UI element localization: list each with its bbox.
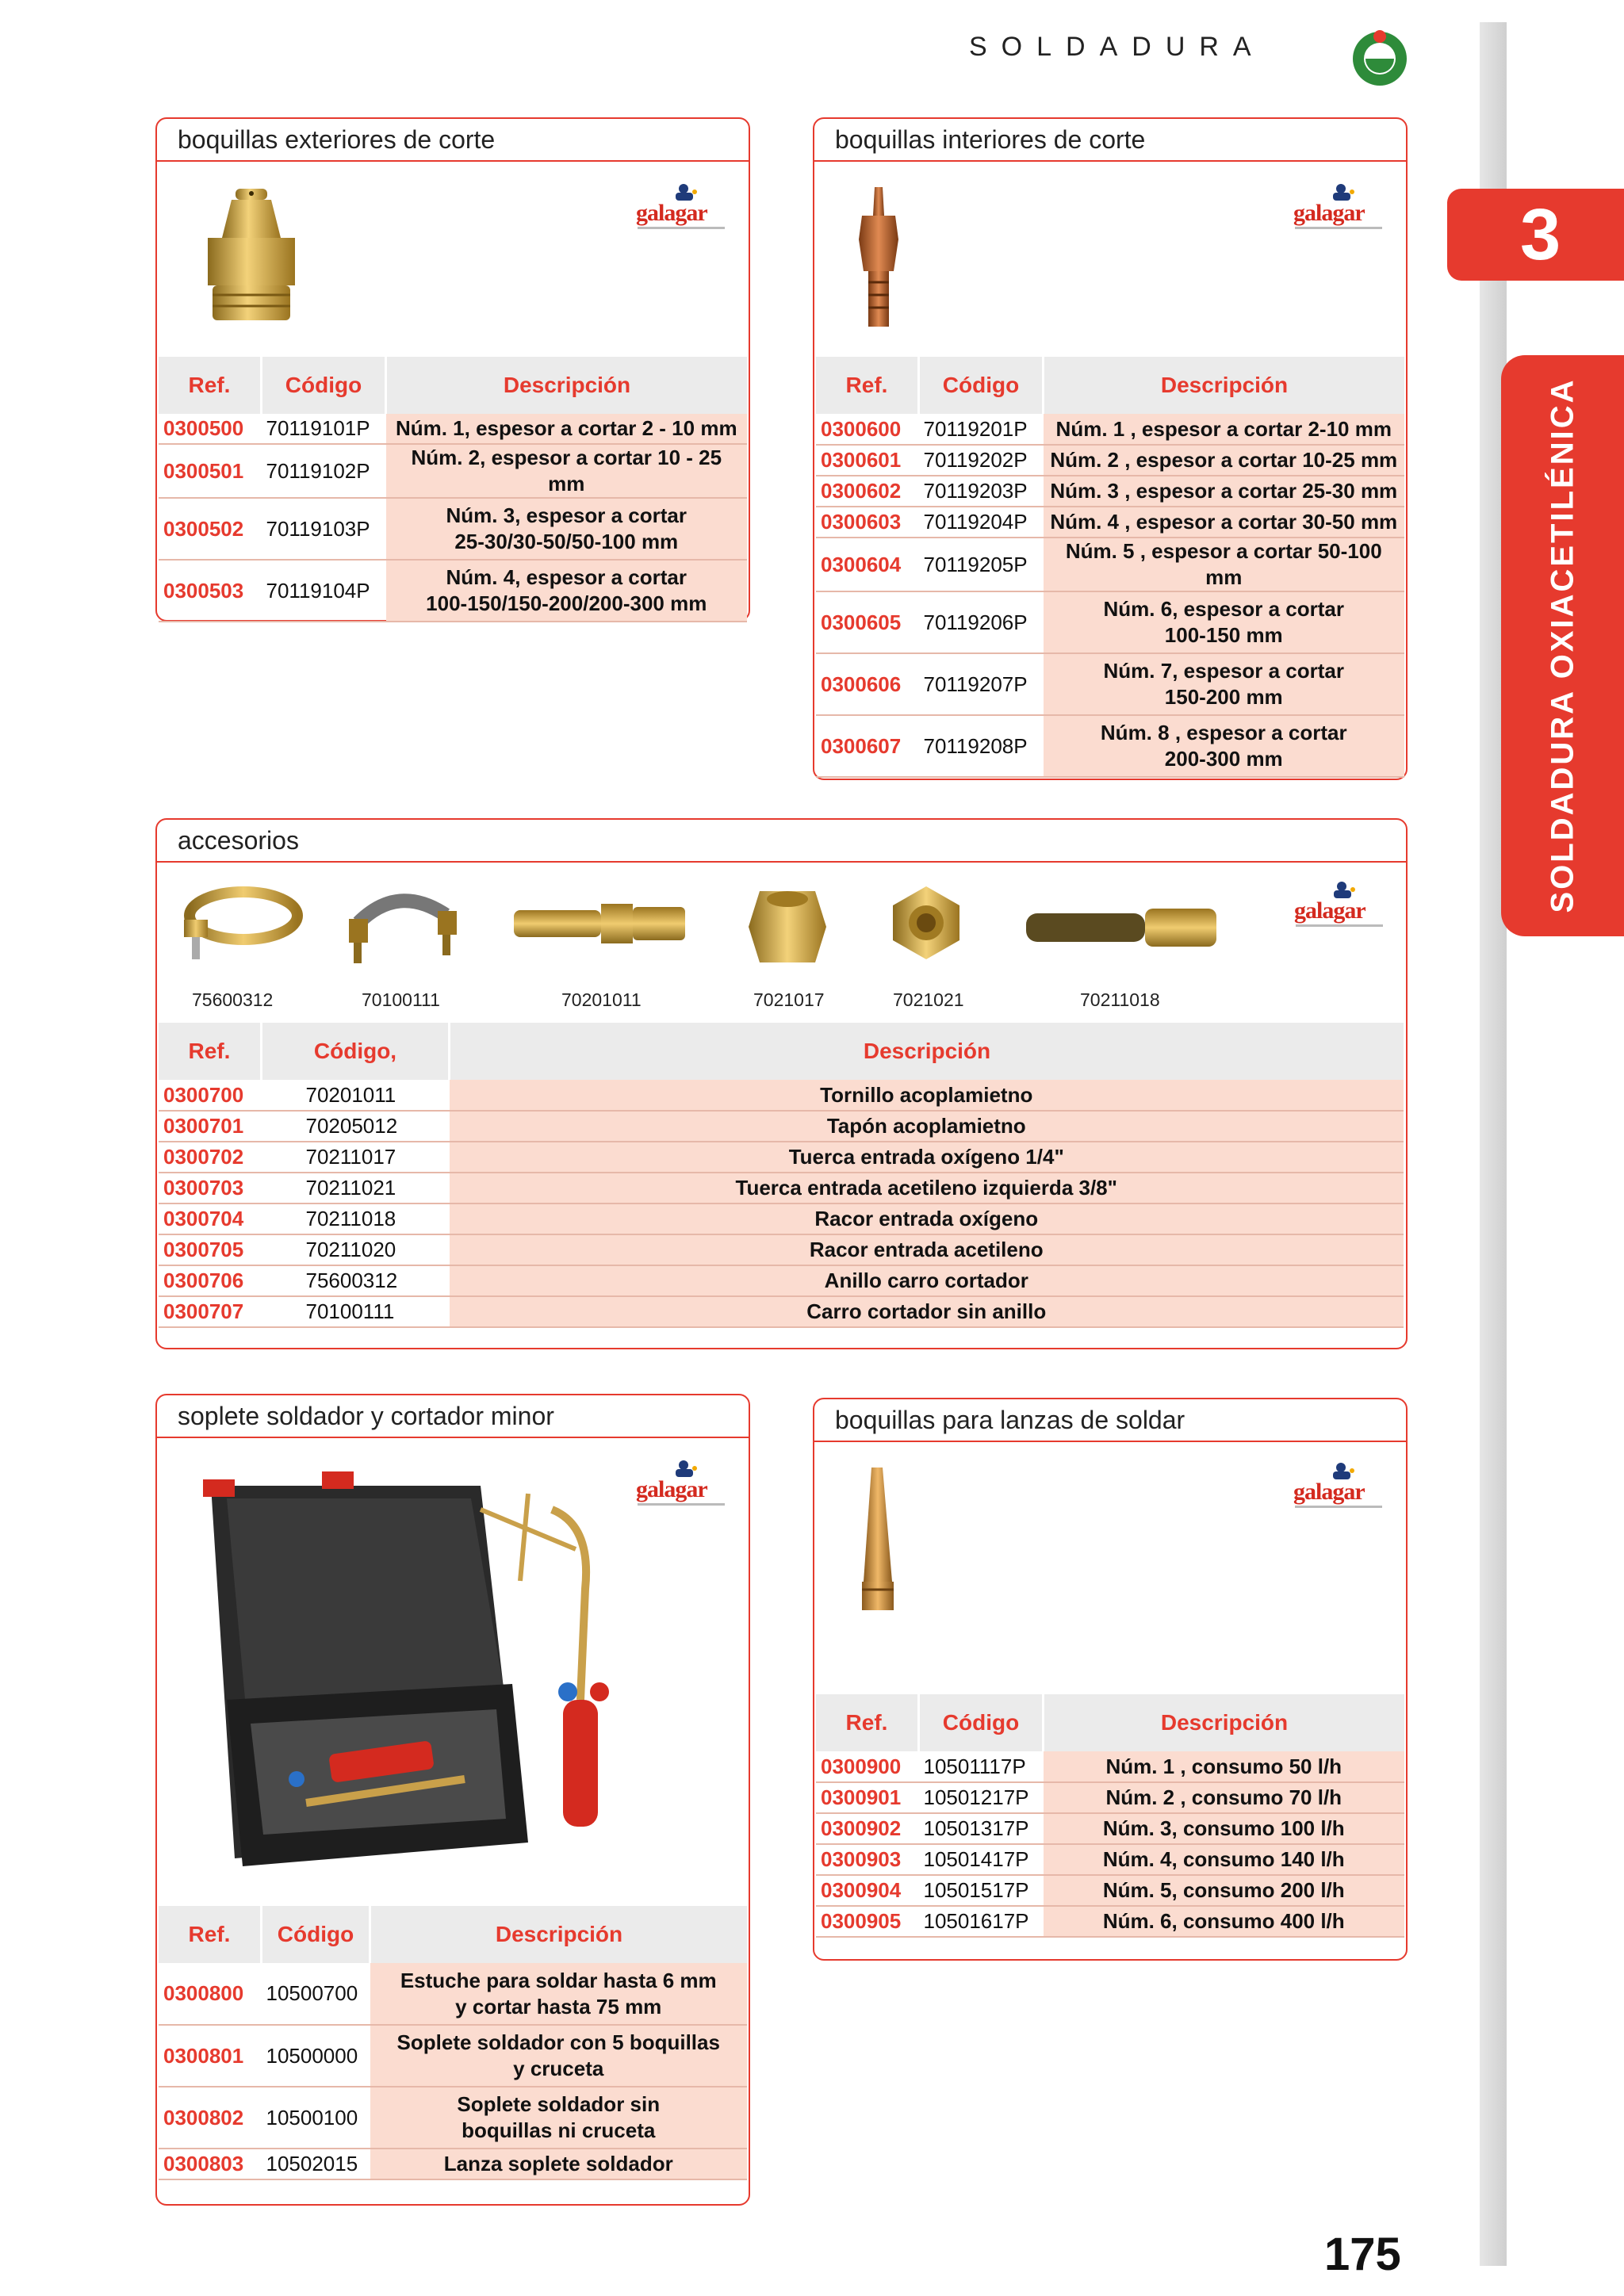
- welder-icon: [1324, 880, 1359, 899]
- ref-cell: 0300604: [816, 538, 919, 591]
- desc-cell: Núm. 2 , consumo 70 l/h: [1044, 1782, 1405, 1813]
- table-row: [816, 1875, 1404, 1906]
- desc-line-2: 25-30/30-50/50-100 mm: [454, 530, 679, 553]
- table-row: [159, 1080, 1404, 1111]
- desc-cell: Núm. 2, espesor a cortar 10 - 25 mm: [386, 444, 748, 498]
- desc-cell: Núm. 4, consumo 140 l/h: [1044, 1844, 1405, 1875]
- col-desc-header: Descripción: [386, 357, 748, 414]
- table-row: [816, 445, 1404, 476]
- ref-cell: 0300901: [816, 1782, 919, 1813]
- code-cell: 70119204P: [919, 507, 1044, 538]
- desc-line-1: Núm. 7, espesor a cortar: [1103, 659, 1344, 683]
- code-cell: 70119102P: [262, 444, 386, 498]
- accessory-nut-oxygen-image: [744, 883, 831, 970]
- ref-cell: 0300800: [159, 1963, 262, 2025]
- galagar-logo: [1290, 1461, 1393, 1517]
- code-cell: 70100111: [262, 1296, 450, 1327]
- code-cell: 70211017: [262, 1142, 450, 1173]
- desc-cell: Núm. 5 , espesor a cortar 50-100 mm: [1044, 538, 1405, 591]
- desc-line-1: Núm. 6, espesor a cortar: [1103, 597, 1344, 621]
- table-row: [159, 1963, 747, 2025]
- ref-cell: 0300703: [159, 1173, 262, 1203]
- desc-cell: Tornillo acoplamietno: [450, 1080, 1404, 1111]
- code-cell: 10500700: [262, 1963, 370, 2025]
- col-desc-header: Descripción: [1044, 1694, 1405, 1751]
- code-cell: 10501517P: [919, 1875, 1044, 1906]
- table-row: [159, 498, 747, 560]
- col-ref-header: Ref.: [159, 1023, 262, 1080]
- ref-cell: 0300702: [159, 1142, 262, 1173]
- panel-title-bar: [814, 1399, 1406, 1442]
- code-cell: 70119207P: [919, 653, 1044, 715]
- ref-cell: 0300801: [159, 2025, 262, 2087]
- code-cell: 70119103P: [262, 498, 386, 560]
- ref-cell: 0300502: [159, 498, 262, 560]
- ref-cell: 0300700: [159, 1080, 262, 1111]
- table-row: [159, 1173, 1404, 1203]
- table-row: [816, 1844, 1404, 1875]
- desc-cell: [1044, 653, 1405, 715]
- code-cell: 75600312: [262, 1265, 450, 1296]
- outer-nozzle-image: [192, 182, 311, 333]
- desc-cell: Núm. 1, espesor a cortar 2 - 10 mm: [386, 414, 748, 444]
- col-desc-header: Descripción: [1044, 357, 1405, 414]
- table-row: [159, 1111, 1404, 1142]
- panel-title: soplete soldador y cortador minor: [178, 1402, 554, 1430]
- accessory-code-label: 70211018: [1080, 989, 1160, 1010]
- section-tab-label: SOLDADURA OXIACETILÉNICA: [1545, 377, 1580, 913]
- panel-accesorios: [155, 818, 1408, 1349]
- code-cell: 10501317P: [919, 1813, 1044, 1844]
- code-cell: 70201011: [262, 1080, 450, 1111]
- desc-cell: Núm. 2 , espesor a cortar 10-25 mm: [1044, 445, 1405, 476]
- desc-cell: Racor entrada acetileno: [450, 1234, 1404, 1265]
- code-cell: 10501217P: [919, 1782, 1044, 1813]
- table-row: [159, 560, 747, 622]
- ref-cell: 0300904: [816, 1875, 919, 1906]
- code-cell: 70211018: [262, 1203, 450, 1234]
- ref-cell: 0300607: [816, 715, 919, 777]
- table-row: [816, 507, 1404, 538]
- ref-cell: 0300603: [816, 507, 919, 538]
- col-desc-header: Descripción: [450, 1023, 1404, 1080]
- accessory-ring-image: [168, 880, 311, 967]
- table-row: [159, 414, 747, 444]
- section-tab: [1501, 355, 1624, 936]
- panel-interiores: [813, 117, 1408, 780]
- code-cell: 70211021: [262, 1173, 450, 1203]
- galagar-logo-text: galagar: [1294, 897, 1365, 924]
- table-row: [159, 1265, 1404, 1296]
- accessory-code-label: 70100111: [362, 989, 440, 1010]
- desc-line-2: 100-150 mm: [1164, 623, 1283, 647]
- ref-cell: 0300704: [159, 1203, 262, 1234]
- logo-underline: [638, 227, 725, 229]
- accessory-code-label: 70201011: [561, 989, 642, 1010]
- code-cell: 70119203P: [919, 476, 1044, 507]
- table-row: [816, 476, 1404, 507]
- desc-cell: Carro cortador sin anillo: [450, 1296, 1404, 1327]
- desc-cell: Núm. 4 , espesor a cortar 30-50 mm: [1044, 507, 1405, 538]
- panel-title: boquillas para lanzas de soldar: [835, 1406, 1185, 1434]
- ref-cell: 0300900: [816, 1751, 919, 1782]
- product-table: [816, 357, 1404, 778]
- accessory-cart-image: [343, 875, 469, 970]
- table-row: [159, 2149, 747, 2179]
- ref-cell: 0300905: [816, 1906, 919, 1937]
- desc-line-1: Soplete soldador con 5 boquillas: [396, 2030, 720, 2054]
- ref-cell: 0300803: [159, 2149, 262, 2179]
- galagar-logo-text: galagar: [1293, 1479, 1365, 1505]
- welder-icon: [1323, 1461, 1358, 1480]
- desc-line-1: Núm. 3, espesor a cortar: [446, 503, 687, 527]
- product-table: [159, 1906, 747, 2180]
- panel-title: accesorios: [178, 826, 299, 855]
- galagar-logo-text: galagar: [636, 200, 707, 226]
- table-row: [816, 1751, 1404, 1782]
- desc-cell: Núm. 1 , consumo 50 l/h: [1044, 1751, 1405, 1782]
- code-cell: 70119202P: [919, 445, 1044, 476]
- welder-icon: [666, 182, 701, 201]
- product-table: [816, 1694, 1404, 1938]
- logo-underline: [1296, 924, 1383, 927]
- panel-title-bar: [157, 1395, 749, 1438]
- table-row: [816, 715, 1404, 777]
- col-ref-header: Ref.: [816, 1694, 919, 1751]
- ref-cell: 0300802: [159, 2087, 262, 2149]
- ref-cell: 0300902: [816, 1813, 919, 1844]
- panel-title: boquillas exteriores de corte: [178, 125, 496, 154]
- col-code-header: Código: [919, 1694, 1044, 1751]
- desc-line-2: boquillas ni cruceta: [462, 2118, 656, 2142]
- page-edge-bar: [1480, 22, 1507, 2266]
- col-ref-header: Ref.: [816, 357, 919, 414]
- desc-line-2: y cruceta: [513, 2057, 604, 2080]
- desc-cell: [370, 2025, 748, 2087]
- accessory-code-label: 7021017: [753, 989, 825, 1010]
- table-row: [159, 1142, 1404, 1173]
- desc-cell: Tuerca entrada acetileno izquierda 3/8": [450, 1173, 1404, 1203]
- ref-cell: 0300903: [816, 1844, 919, 1875]
- table-row: [159, 1234, 1404, 1265]
- desc-line-2: 200-300 mm: [1164, 747, 1283, 771]
- code-cell: 10500000: [262, 2025, 370, 2087]
- desc-cell: Núm. 5, consumo 200 l/h: [1044, 1875, 1405, 1906]
- col-desc-header: Descripción: [370, 1906, 748, 1963]
- desc-cell: [370, 1963, 748, 2025]
- code-cell: 70119205P: [919, 538, 1044, 591]
- logo-underline: [1295, 227, 1382, 229]
- ref-cell: 0300706: [159, 1265, 262, 1296]
- inner-nozzle-image: [851, 184, 906, 335]
- brand-logo-icon: [1348, 25, 1411, 89]
- galagar-logo: [1290, 182, 1393, 238]
- galagar-logo-text: galagar: [636, 1476, 707, 1502]
- code-cell: 70211020: [262, 1234, 450, 1265]
- panel-exteriores: [155, 117, 750, 622]
- ref-cell: 0300601: [816, 445, 919, 476]
- panel-title-bar: [814, 119, 1406, 162]
- desc-cell: [386, 560, 748, 622]
- ref-cell: 0300705: [159, 1234, 262, 1265]
- col-code-header: Código: [262, 1906, 370, 1963]
- desc-cell: Tuerca entrada oxígeno 1/4": [450, 1142, 1404, 1173]
- desc-line-1: Núm. 4, espesor a cortar: [446, 565, 687, 589]
- page-header-title: SOLDADURA: [969, 32, 1266, 62]
- desc-cell: Anillo carro cortador: [450, 1265, 1404, 1296]
- code-cell: 10501117P: [919, 1751, 1044, 1782]
- table-row: [816, 653, 1404, 715]
- code-cell: 70119101P: [262, 414, 386, 444]
- table-row: [816, 591, 1404, 653]
- panel-title-bar: [157, 119, 749, 162]
- col-code-header: Código,: [262, 1023, 450, 1080]
- desc-line-2: 100-150/150-200/200-300 mm: [426, 591, 707, 615]
- desc-cell: Racor entrada oxígeno: [450, 1203, 1404, 1234]
- table-row: [159, 2025, 747, 2087]
- code-cell: 10501617P: [919, 1906, 1044, 1937]
- chapter-number-tab: 3: [1447, 189, 1624, 281]
- logo-underline: [1295, 1506, 1382, 1508]
- table-row: [816, 1813, 1404, 1844]
- code-cell: 10502015: [262, 2149, 370, 2179]
- panel-title-bar: [157, 820, 1406, 863]
- table-row: [816, 1782, 1404, 1813]
- col-ref-header: Ref.: [159, 1906, 262, 1963]
- table-row: [159, 2087, 747, 2149]
- product-table: [159, 357, 747, 622]
- welder-icon: [1323, 182, 1358, 201]
- code-cell: 10501417P: [919, 1844, 1044, 1875]
- desc-line-1: Estuche para soldar hasta 6 mm: [400, 1968, 717, 1992]
- code-cell: 70205012: [262, 1111, 450, 1142]
- torch-kit-case-image: [179, 1462, 687, 1890]
- desc-cell: [386, 498, 748, 560]
- ref-cell: 0300707: [159, 1296, 262, 1327]
- ref-cell: 0300606: [816, 653, 919, 715]
- panel-soplete: [155, 1394, 750, 2206]
- ref-cell: 0300501: [159, 444, 262, 498]
- accessory-code-label: 75600312: [192, 989, 274, 1010]
- accessory-nut-acetylene-image: [887, 883, 966, 962]
- desc-line-2: y cortar hasta 75 mm: [455, 1994, 662, 2019]
- accessory-code-label: 7021021: [893, 989, 964, 1010]
- desc-cell: [1044, 591, 1405, 653]
- desc-cell: Lanza soplete soldador: [370, 2149, 748, 2179]
- ref-cell: 0300602: [816, 476, 919, 507]
- code-cell: 70119201P: [919, 414, 1044, 445]
- desc-cell: Núm. 1 , espesor a cortar 2-10 mm: [1044, 414, 1405, 445]
- table-row: [816, 414, 1404, 445]
- desc-line-1: Soplete soldador sin: [457, 2092, 661, 2116]
- desc-line-1: Núm. 8 , espesor a cortar: [1100, 721, 1347, 744]
- desc-cell: Núm. 6, consumo 400 l/h: [1044, 1906, 1405, 1937]
- desc-cell: [370, 2087, 748, 2149]
- table-row: [159, 444, 747, 498]
- page-number: 175: [1324, 2229, 1401, 2280]
- code-cell: 70119104P: [262, 560, 386, 622]
- desc-cell: Núm. 3, consumo 100 l/h: [1044, 1813, 1405, 1844]
- table-row: [816, 1906, 1404, 1937]
- desc-line-2: 150-200 mm: [1164, 685, 1283, 709]
- ref-cell: 0300605: [816, 591, 919, 653]
- code-cell: 70119206P: [919, 591, 1044, 653]
- product-table: [159, 1023, 1404, 1328]
- accessory-connector-image: [1026, 904, 1224, 951]
- desc-cell: [1044, 715, 1405, 777]
- panel-title: boquillas interiores de corte: [835, 125, 1146, 154]
- table-row: [159, 1296, 1404, 1327]
- accessory-screw-image: [514, 896, 688, 951]
- desc-cell: Núm. 3 , espesor a cortar 25-30 mm: [1044, 476, 1405, 507]
- panel-lanzas: [813, 1398, 1408, 1961]
- lance-nozzle-image: [846, 1463, 910, 1621]
- code-cell: 70119208P: [919, 715, 1044, 777]
- ref-cell: 0300503: [159, 560, 262, 622]
- galagar-logo: [633, 182, 736, 238]
- ref-cell: 0300500: [159, 414, 262, 444]
- ref-cell: 0300600: [816, 414, 919, 445]
- galagar-logo: [1291, 880, 1394, 936]
- ref-cell: 0300701: [159, 1111, 262, 1142]
- table-row: [816, 538, 1404, 591]
- code-cell: 10500100: [262, 2087, 370, 2149]
- desc-cell: Tapón acoplamietno: [450, 1111, 1404, 1142]
- table-row: [159, 1203, 1404, 1234]
- col-ref-header: Ref.: [159, 357, 262, 414]
- galagar-logo-text: galagar: [1293, 200, 1365, 226]
- col-code-header: Código: [262, 357, 386, 414]
- col-code-header: Código: [919, 357, 1044, 414]
